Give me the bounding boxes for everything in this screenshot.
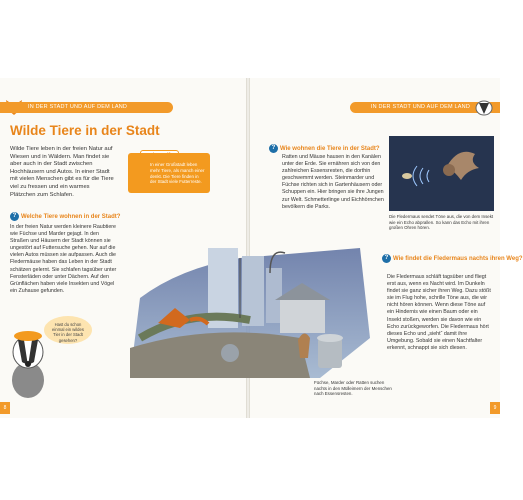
question-heading-2: ? Wie findet die Fledermaus nachts ihren Weg?: [382, 254, 523, 263]
night-city-illustration: [120, 228, 380, 378]
badger-head-icon: [474, 98, 494, 116]
scene-caption: Füchse, Marder oder Ratten suchen nachts in den Mülleimern der Menschen nach Essensresten.: [314, 380, 392, 397]
answer-text-2: Die Fledermaus schläft tagsüber und fliegt erst aus, wenn es Nacht wird. Im Dunkeln findet sie ganz sicher ihren Weg. Dazu stößt sie im Flug hohe, schrille Töne aus, die wir nicht hören können. Wenn diese Töne auf ein Hindernis wie einen Baum oder ein Insekt stoßen, werden sie davon wie ein Echo zurückgeworfen. Die Fledermaus hört dieses Echo und „sieht“ damit ihre Umgebung. Sobald sie einen Nachtfalter erkennt, schnappt sie sich diesen.: [387, 274, 491, 351]
section-ribbon: IN DER STADT UND AUF DEM LAND: [350, 102, 500, 113]
question-icon: ?: [10, 212, 19, 221]
book-spread: [0, 78, 523, 418]
tip-text: In einer Großstadt leben mehr Tiere, als manch einer denkt. Die Tiere finden in der Stadt viele Futterreste.: [150, 162, 205, 185]
answer-text-1: Ratten und Mäuse hausen in den Kanälen unter der Erde. Sie ernähren sich von den zahlreichen Essensresten, die dorthin geschwemmt werden. Steinmarder und Füchse richten sich in Gartenhäusern oder Schuppen ein. Hier bringen sie ihre Jungen zur Welt. Schmetterlinge und Eichhörnchen bevölkern die Parks.: [282, 154, 384, 210]
section-ribbon: IN DER STADT UND AUF DEM LAND: [0, 102, 173, 113]
bat-caption: Die Fledermaus sendet Töne aus, die von dem Insekt wie ein Echo abprallen. So kann das Echo mit ihren großen Ohren hören.: [389, 214, 494, 231]
bat-echo-illustration: [389, 136, 494, 211]
question-icon: ?: [269, 144, 278, 153]
badger-mascot-icon: [6, 328, 50, 400]
question-heading: ? Welche Tiere wohnen in der Stadt?: [10, 212, 120, 221]
answer-text: In der freien Natur werden kleinere Raubtiere wie Füchse und Marder gejagt. In den Straßen und Häusern der Stadt können sie ungestört auf Futtersuche gehen. Nur auf die vielen Autos müssen sie aufpassen. Auch die Fledermäuse haben das Leben in der Stadt schätzen gelernt. Sie schlafen tagsüber unter Fensterläden oder unter Dächern. Auf den Grünflächen haben viele Insekten und Vögel ein Zuhause gefunden.: [10, 224, 117, 294]
intro-text: Wilde Tiere leben in der freien Natur auf Wiesen und in Wäldern. Man findet sie aber auch in der Stadt zwischen Hochhäusern und Autos. In einer Stadt mit vielen Menschen gibt es für die Tiere viel zu fressen und ein warmes Plätzchen zum Schlafen.: [10, 146, 114, 198]
page-number: 8: [0, 402, 10, 414]
question-icon: ?: [382, 254, 391, 263]
speech-bubble: Hast du schon einmal ein wildes Tier in der Stadt gesehen?: [44, 316, 92, 344]
tip-box: [128, 153, 210, 193]
page-title: Wilde Tiere in der Stadt: [10, 123, 160, 138]
question-heading-1: ? Wie wohnen die Tiere in der Stadt?: [269, 144, 380, 153]
page-number: 9: [490, 402, 500, 414]
